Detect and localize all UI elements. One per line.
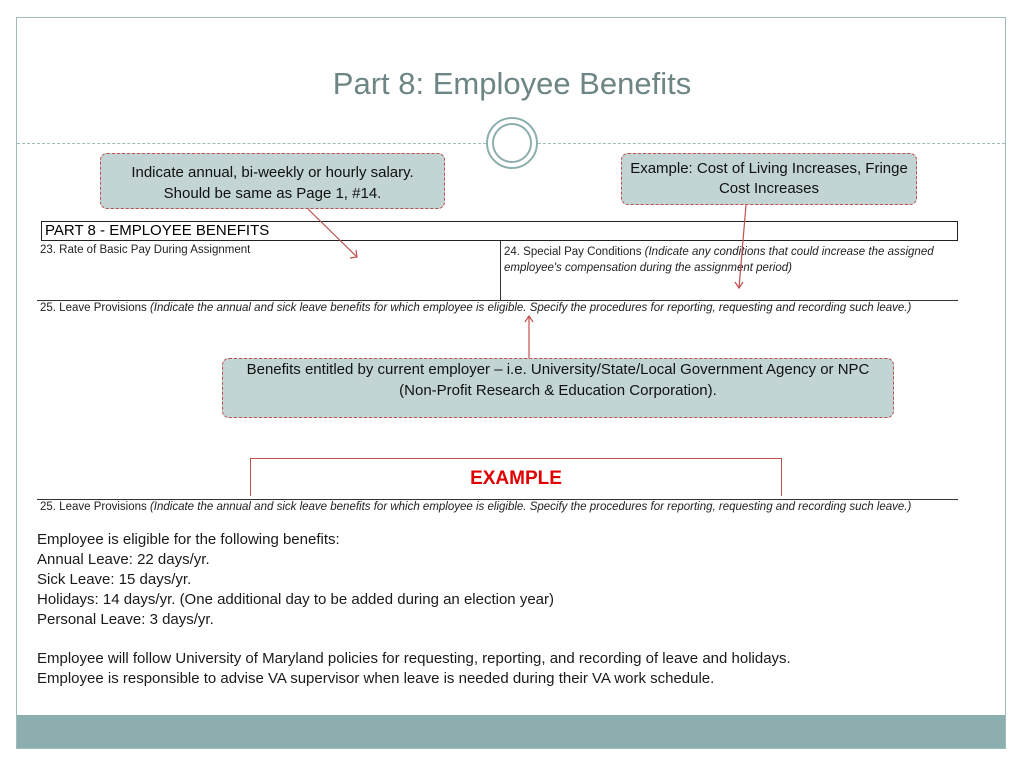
form-item-25-note: (Indicate the annual and sick leave benefits for which employee is eligible. Specify the procedures for reporting, requesting and recording such leave.) [149, 302, 912, 314]
arrow-special-pay [739, 205, 746, 288]
example-line: Personal Leave: 3 days/yr. [37, 611, 214, 628]
form-item-24-note: (Indicate any conditions that could increase the assigned employee's compensation during the assignment period) [504, 246, 934, 274]
callout-benefits: Benefits entitled by current employer – i.e. University/State/Local Government Agency or NPC (Non-Profit Research & Education Corporation). [222, 358, 894, 418]
form-header: PART 8 - EMPLOYEE BENEFITS [41, 221, 958, 241]
example-line: Employee is eligible for the following benefits: [37, 531, 340, 548]
form-item-24-label: 24. Special Pay Conditions [504, 246, 642, 258]
example-label: EXAMPLE [470, 468, 562, 489]
example-line: Employee will follow University of Maryland policies for requesting, reporting, and recording of leave and holidays. [37, 650, 791, 667]
example-line: Annual Leave: 22 days/yr. [37, 551, 210, 568]
callout-special-pay: Example: Cost of Living Increases, Fringe Cost Increases [621, 153, 917, 205]
arrow-salary [308, 209, 357, 257]
example-line: Holidays: 14 days/yr. (One additional day to be added during an election year) [37, 591, 554, 608]
form-item-23: 23. Rate of Basic Pay During Assignment [40, 244, 251, 256]
page-title: Part 8: Employee Benefits [332, 66, 692, 101]
example-item-25-note: (Indicate the annual and sick leave benefits for which employee is eligible. Specify the procedures for reporting, requesting and recording such leave.) [149, 501, 912, 513]
callout-salary: Indicate annual, bi-weekly or hourly salary. Should be same as Page 1, #14. [100, 153, 445, 209]
example-item-25-label: 25. Leave Provisions [40, 501, 147, 513]
example-line: Sick Leave: 15 days/yr. [37, 571, 192, 588]
example-line: Employee is responsible to advise VA supervisor when leave is needed during their VA work schedule. [37, 670, 715, 687]
form-item-25-label: 25. Leave Provisions [40, 302, 147, 314]
